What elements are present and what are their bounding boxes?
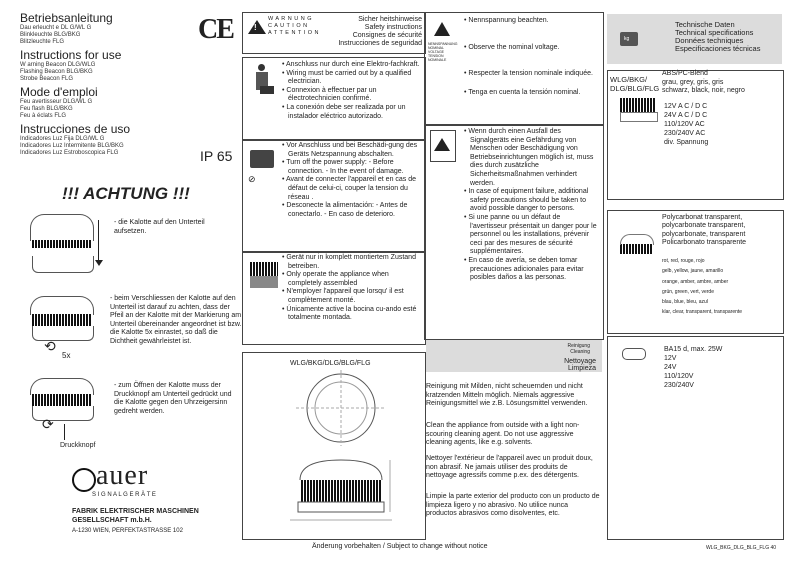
bulb-icon <box>622 348 646 360</box>
lightning-warning-icon <box>434 22 450 36</box>
section3-de: • Gerät nur in komplett montiertem Zustand betreiben. <box>282 254 416 270</box>
section1-de: • Anschluss nur durch eine Elektro-fachkraft. <box>282 61 420 68</box>
assembled-lamp-icon <box>250 262 278 276</box>
section2-en: • Turn off the power supply: - Before connection. - In the event of damage. <box>282 159 404 175</box>
step3-text: - zum Öffnen der Kalotte muss der Druckknopf am Unterteil gedrückt und die Kalotte gegen den Uhrzeigersinn gedreht werden. <box>114 382 232 415</box>
lamp-step2-dome <box>30 296 94 315</box>
warn-title-en: Safety instructions <box>364 24 422 31</box>
lamp-step1-base <box>32 240 92 248</box>
section3-en: • Only operate the appliance when completely assembled <box>282 271 389 287</box>
tech-titles <box>675 21 780 53</box>
spec-voltage-5: div. Spannung <box>664 139 709 146</box>
section3-es: • Únicamente active la bocina cu-ando esté totalmente montada. <box>282 305 417 322</box>
company-line-2: GESELLSCHAFT m.b.H. <box>72 517 152 524</box>
title-fr: Mode d'emploi <box>20 85 98 99</box>
step2-text: - beim Verschliessen der Kalotte auf den Unterteil ist darauf zu achten, dass der Pfeil an der Kalotte mit der Markierung am Unterteil übereinander angeordnet ist bzw. die Kalotte 5x einrastet, so daß die Dichtheit gewährleistet ist. <box>110 295 242 345</box>
rotate-icon: ⟲ <box>44 338 56 354</box>
section2-fr: • Avant de connecter l'appareil et en cas de défaut de celui-ci, couper la tension du réseau . <box>282 176 417 201</box>
power-off-icon <box>250 150 274 168</box>
spec-voltage-3: 110/120V AC <box>664 121 705 128</box>
bulb-3: 24V <box>664 364 677 371</box>
company-line-1: FABRIK ELEKTRISCHER MASCHINEN <box>72 508 199 515</box>
cover-4: Policarbonato transparente <box>662 239 747 247</box>
electrician-icon <box>252 64 272 100</box>
voltage-de: • Nennspannung beachten. <box>464 17 549 24</box>
brand-name: auer <box>96 460 149 491</box>
warning-triangle-icon <box>248 20 266 34</box>
label-5x: 5x <box>62 351 71 360</box>
doc-id: WLG_BKG_DLG_BLG_FLG 40 <box>706 545 777 551</box>
line-en-1: W arning Beacon DLG/WLG <box>20 62 96 68</box>
line-en-3: Strobe Beacon FLG <box>20 76 74 82</box>
tech-title-es: Especificaciones técnicas <box>675 44 761 53</box>
color-3: orange, amber, ambre, amber <box>662 278 729 285</box>
color-4: grün, green, vert, verde <box>662 288 714 295</box>
title-de: Betriebsanleitung <box>20 11 113 25</box>
spec-lamp-2 <box>620 244 652 254</box>
pointer-line <box>64 424 65 440</box>
bulb-1: BA15 d, max. 25W <box>664 346 723 353</box>
achtung-heading: !!! ACHTUNG !!! <box>62 184 190 203</box>
spec-lamp-1 <box>620 98 656 112</box>
voltage-es: • Tenga en cuenta la tensión nominal. <box>464 88 581 96</box>
step1-text: - die Kalotte auf den Unterteil aufsetzen. <box>114 219 205 235</box>
tech-title-de: Technische Daten <box>675 20 735 29</box>
cover-1: Polycarbonat transparent, <box>662 214 743 221</box>
bulb-5: 230/240V <box>664 382 694 389</box>
side-view-drawing <box>286 456 396 528</box>
section2-list <box>282 142 420 219</box>
ce-mark: CE <box>198 14 233 45</box>
section1-en: • Wiring must be carried out by a qualified electrician. <box>282 69 412 86</box>
warn-label-en: C A U T I O N <box>268 23 308 29</box>
line-de-2: Blinkleuchte BLG/BKG <box>20 32 81 38</box>
warn-title-fr: Consignes de sécurité <box>352 32 422 39</box>
safety-es: • En caso de avería, se deben tomar precauciones adicionales para evitar posibles daños a las personas. <box>464 256 584 282</box>
spec-lamp-1-base <box>620 112 658 122</box>
auer-logo-icon <box>72 468 96 492</box>
safety-en: • In case of equipment failure, additional safety precautions should be taken to avoid possible danger to persons. <box>464 188 589 213</box>
druckknopf-label: Druckknopf <box>60 442 96 449</box>
line-fr-1: Feu avertisseur DLG/WL G <box>20 99 93 105</box>
cover-material <box>662 214 780 248</box>
line-de-1: Dau erleucht e DL G/WL G <box>20 25 92 31</box>
color-1: rot, red, rouge, rojo <box>662 258 705 264</box>
title-es: Instrucciones de uso <box>20 122 131 136</box>
warn-title-es: Instrucciones de seguridad <box>338 40 422 47</box>
safety-list <box>464 128 598 283</box>
section2-de: • Vor Anschluss und bei Beschädi-gung des Geräts Netzspannung abschalten. <box>282 142 418 158</box>
voltage-list <box>464 17 598 97</box>
warn-label-fr: A T T E N T I O N <box>268 30 319 36</box>
assembled-lamp-bottom <box>250 276 278 288</box>
lamp-step2-base <box>32 314 92 326</box>
cleaning-title: Nettoyage Limpieza <box>564 358 596 372</box>
tech-title-en: Technical specifications <box>675 28 754 37</box>
lamp-step3-base <box>32 394 92 406</box>
company-address: A-1230 WIEN, PERFEKTASTRASSE 102 <box>72 528 183 534</box>
base-material-3: schwarz, black, noir, negro <box>662 87 745 95</box>
cover-3: polycarbonate, transparent <box>662 230 746 238</box>
lamp-step1-bottom <box>32 256 94 273</box>
base-material-2: grau, grey, gris, gris <box>662 78 724 86</box>
cleaning-es: Limpie la parte exterior del producto con un producto de limpieza ligero y no abrasivo. No utilice nunca productos abrasivos como disolventes, etc. <box>426 493 600 518</box>
top-view-drawing <box>286 370 396 446</box>
section1-list <box>282 61 420 121</box>
small-warning-label: NENNSPANNUNG NOMINAL VOLTAGE TENSION NOMINALE <box>428 42 458 62</box>
drawing-title: WLG/BKG/DLG/BLG/FLG <box>290 360 371 367</box>
voltage-fr: • Respecter la tension nominale indiquée. <box>464 70 593 78</box>
color-2: gelb, yellow, jaune, amarillo <box>662 268 724 275</box>
footer-note: Änderung vorbehalten / Subject to change without notice <box>312 543 488 550</box>
color-6: klar, clear, transparent, transparente <box>662 309 743 316</box>
line-fr-3: Feu à éclats FLG <box>20 113 67 119</box>
bulb-specs <box>664 345 774 390</box>
cleaning-de: Reinigung mit Milden, nicht scheuernden und nicht kratzenden Mitteln möglich. Niemals aggressive Reinigungsmittel wie z.B. Lösungsmittel verwenden. <box>426 383 588 408</box>
section1-fr: • Connexion à effectuer par un électrotechnicien confirmé. <box>282 86 377 103</box>
spec-voltage-2: 24V A C / D C <box>664 112 708 119</box>
color-list <box>662 256 780 318</box>
arrow-head-icon <box>95 260 103 266</box>
lamp-step1-dome <box>30 214 94 241</box>
section3-fr: • N'employer l'appareil que lorsqu' il est complètement monté. <box>282 288 404 304</box>
lamp-step3-dome <box>30 378 94 395</box>
spec-voltage-4: 230/240V AC <box>664 130 706 137</box>
line-es-3: Indicadores Luz Estroboscopica FLG <box>20 150 119 156</box>
line-fr-2: Feu flash BLG/BKG <box>20 106 73 112</box>
plug-icon: ⊘ <box>248 174 256 184</box>
spec-voltage-1: 12V A C / D C <box>664 103 708 110</box>
cover-2: polycarbonate transparent, <box>662 222 746 230</box>
line-es-1: Indicadores Luz Fija DLG/WL G <box>20 136 105 142</box>
color-5: blau, blue, bleu, azul <box>662 299 708 306</box>
line-es-2: Indicadores Luz Intermitente BLG/BKG <box>20 143 124 149</box>
warning-exclaim-icon: ! <box>254 23 257 32</box>
warn-titles <box>330 16 422 48</box>
section1-es: • La conexión debe ser realizada por un instalador eléctrico autorizado. <box>282 103 406 120</box>
model-label: WLG/BKG/ DLG/BLG/FLG <box>610 75 660 93</box>
bulb-2: 12V <box>664 355 677 362</box>
voltage-en: • Observe the nominal voltage. <box>464 43 560 51</box>
cleaning-en: Clean the appliance from outside with a light non-scouring cleaning agent. Do not use aggressive cleaning agents, like e.g. solvents. <box>426 422 580 447</box>
spec-lamp-2-dome <box>620 234 654 245</box>
voltage-specs <box>664 102 774 147</box>
lamp-step2-bottom <box>32 326 94 341</box>
warning-triangle-icon-2 <box>434 138 450 151</box>
section2-es: • Desconecte la alimentación: - Antes de conectarlo. - En caso de deterioro. <box>282 202 408 218</box>
safety-fr: • Si une panne ou un défaut de l'avertisseur présentait un danger pour le personnel ou les installations, prévenir ceci par des mesures de sécurité supplémentaires. <box>464 213 597 256</box>
warn-label-de: W A R N U N G <box>268 16 313 22</box>
safety-de: • Wenn durch einen Ausfall des Signalgeräts eine Gefährdung von Menschen oder Beschädigung von Betriebseinrichtungen möglich ist, muss dies durch zusätzliche Sicherheitsmaßnahmen verhindert werden. <box>464 128 594 187</box>
section3-list <box>282 254 420 323</box>
arrow-down-icon <box>98 220 99 264</box>
warn-title-de: Sicher heitshinweise <box>358 16 422 23</box>
tech-title-fr: Données techniques <box>675 36 744 45</box>
warn-labels <box>268 16 319 37</box>
ip-rating: IP 65 <box>200 148 233 164</box>
line-de-3: Blitzleuchte FLG <box>20 39 65 45</box>
cleaning-small: Reinigung Cleaning <box>567 343 590 355</box>
cleaning-fr: Nettoyer l'extérieur de l'appareil avec un produit doux, non abrasif. Ne jamais utiliser des produits de nettoyage agressifs comme p.ex. des détergents. <box>426 455 593 480</box>
base-material <box>662 70 780 96</box>
bulb-4: 110/120V <box>664 373 694 380</box>
base-material-1: ABS/PC-Blend <box>662 70 708 77</box>
rotate-ccw-icon: ⟳ <box>42 416 54 432</box>
weight-kg: kg <box>624 36 630 42</box>
brand-sub: S I G N A L G E R Ä T E <box>92 492 156 498</box>
title-en: Instructions for use <box>20 48 122 62</box>
line-en-2: Flashing Beacon BLG/BKG <box>20 69 93 75</box>
